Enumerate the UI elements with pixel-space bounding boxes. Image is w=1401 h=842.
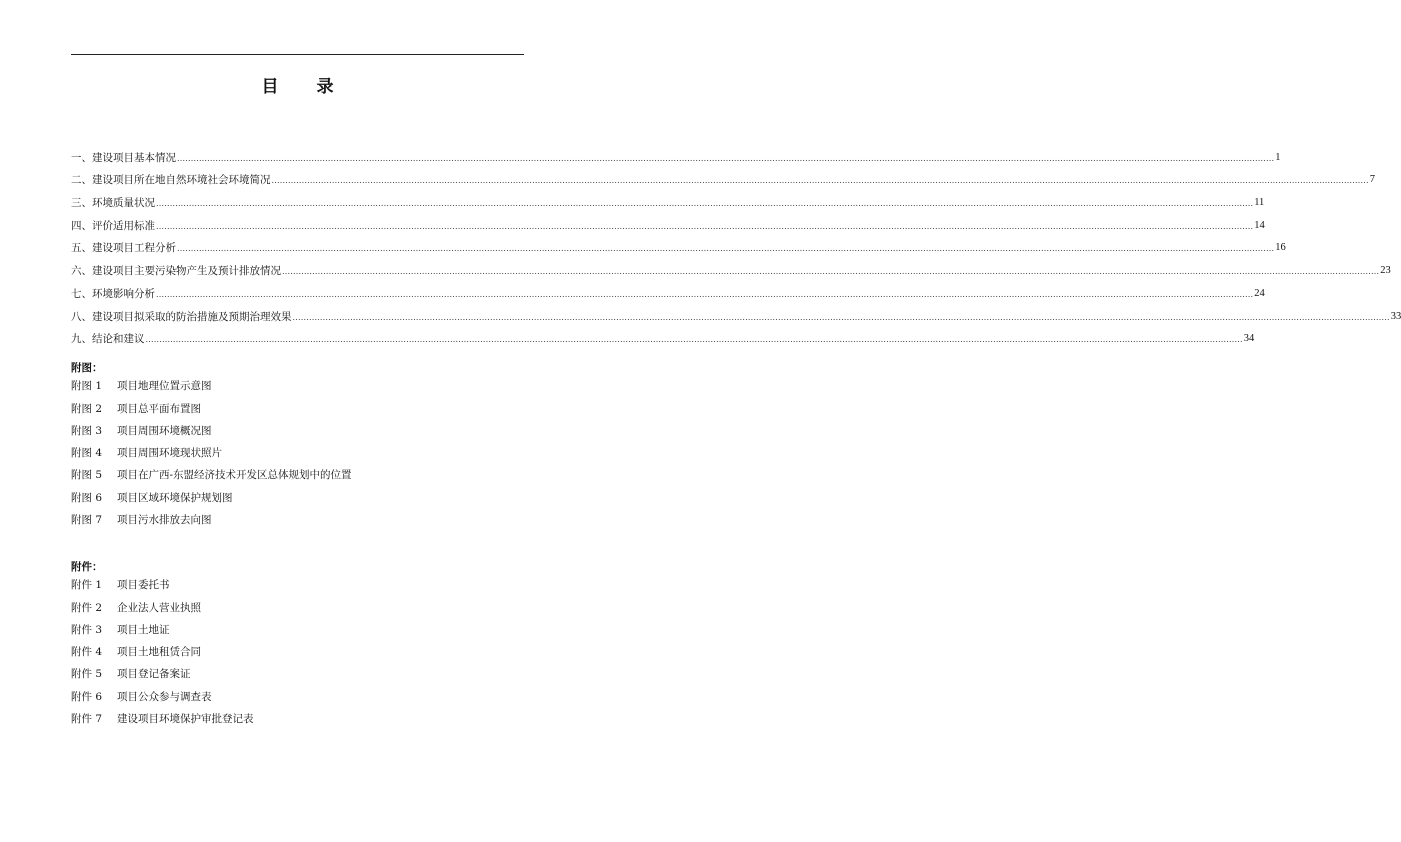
toc-entry-page: 33	[1390, 310, 1401, 322]
toc-entry-label: 七、环境影响分析	[71, 287, 155, 300]
attachment-item	[71, 704, 524, 726]
toc-entry[interactable]	[71, 210, 1265, 233]
figure-item	[71, 505, 524, 527]
dot-leader: ................................................................................................................................................................................................................................................................................................................................................................................................................	[271, 176, 1369, 186]
attachment-item	[71, 637, 524, 659]
attachment-number: 附件 7	[71, 713, 103, 726]
attachment-title: 项目土地证	[117, 623, 170, 636]
attachments-list	[71, 570, 524, 726]
figure-item	[71, 482, 524, 504]
figure-number: 附图 4	[71, 447, 103, 460]
attachment-number: 附件 1	[71, 579, 103, 592]
attachment-number: 附件 4	[71, 646, 103, 659]
toc-entry-label: 四、评价适用标准	[71, 219, 155, 232]
figure-title: 项目周围环境概况图	[117, 424, 212, 437]
figure-number: 附图 1	[71, 380, 103, 393]
figure-title: 项目污水排放去向图	[117, 514, 212, 527]
toc-entry-page: 34	[1243, 333, 1255, 345]
toc-entry-label: 一、建设项目基本情况	[71, 151, 176, 164]
dot-leader: ................................................................................................................................................................................................................................................................................................................................................................................................................	[292, 312, 1390, 322]
attachment-title: 项目公众参与调查表	[117, 690, 212, 703]
dot-leader: ................................................................................................................................................................................................................................................................................................................................................................................................................	[177, 244, 1275, 254]
figure-item	[71, 438, 524, 460]
toc-entry[interactable]	[71, 233, 1286, 256]
toc-entry[interactable]	[71, 324, 1255, 347]
toc-entry-label: 五、建设项目工程分析	[71, 242, 176, 255]
figure-title: 项目地理位置示意图	[117, 380, 212, 393]
dot-leader: ................................................................................................................................................................................................................................................................................................................................................................................................................	[156, 221, 1254, 231]
toc-entry-label: 二、建设项目所在地自然环境社会环境简况	[71, 174, 271, 187]
title-char-1: 目	[261, 77, 279, 97]
attachment-title: 企业法人营业执照	[117, 601, 201, 614]
figure-number: 附图 5	[71, 469, 103, 482]
attachment-title: 建设项目环境保护审批登记表	[117, 713, 254, 726]
toc-entry-page: 14	[1254, 219, 1265, 231]
toc-entry-page: 11	[1254, 197, 1265, 209]
figure-title: 项目总平面布置图	[117, 402, 201, 415]
toc-entry-label: 三、环境质量状况	[71, 197, 155, 210]
toc-entry[interactable]	[71, 187, 1265, 210]
attachment-number: 附件 2	[71, 601, 103, 614]
attachment-item	[71, 659, 524, 681]
toc-entry[interactable]	[71, 278, 1265, 301]
toc-entry[interactable]	[71, 142, 1281, 165]
figures-list	[71, 371, 524, 527]
toc-entry-label: 六、建设项目主要污染物产生及预计排放情况	[71, 265, 281, 278]
attachment-number: 附件 6	[71, 690, 103, 703]
figure-title: 项目区域环境保护规划图	[117, 491, 233, 504]
dot-leader: ................................................................................................................................................................................................................................................................................................................................................................................................................	[145, 335, 1243, 345]
attachment-number: 附件 5	[71, 668, 103, 681]
attachment-item	[71, 592, 524, 614]
figure-number: 附图 2	[71, 402, 103, 415]
toc-entry-page: 16	[1275, 242, 1286, 254]
figure-number: 附图 3	[71, 424, 103, 437]
attachment-number: 附件 3	[71, 623, 103, 636]
figure-item	[71, 460, 524, 482]
attachment-item	[71, 570, 524, 592]
title-char-2: 录	[316, 77, 334, 97]
attachment-title: 项目登记备案证	[117, 668, 191, 681]
toc-entry-label: 八、建设项目拟采取的防治措施及预期治理效果	[71, 310, 292, 323]
figure-item	[71, 393, 524, 415]
toc-entry-page: 1	[1275, 151, 1281, 163]
toc-entry-page: 7	[1369, 174, 1375, 186]
attachments-heading: 附件：	[71, 561, 103, 573]
figure-title: 项目周围环境现状照片	[117, 447, 222, 460]
dot-leader: ................................................................................................................................................................................................................................................................................................................................................................................................................	[156, 199, 1254, 209]
toc-entry-page: 23	[1380, 265, 1391, 277]
figure-number: 附图 6	[71, 491, 103, 504]
dot-leader: ................................................................................................................................................................................................................................................................................................................................................................................................................	[156, 289, 1254, 299]
figure-title: 项目在广西-东盟经济技术开发区总体规划中的位置	[117, 469, 352, 482]
figure-number: 附图 7	[71, 514, 103, 527]
figure-item	[71, 371, 524, 393]
figure-item	[71, 416, 524, 438]
attachment-item	[71, 681, 524, 703]
attachment-title: 项目委托书	[117, 579, 170, 592]
toc-entry[interactable]	[71, 255, 1391, 278]
attachment-item	[71, 615, 524, 637]
page-title	[0, 72, 595, 97]
header-rule	[71, 54, 524, 55]
attachment-title: 项目土地租赁合同	[117, 646, 201, 659]
table-of-contents	[71, 142, 1401, 346]
toc-entry-label: 九、结论和建议	[71, 333, 145, 346]
dot-leader: ................................................................................................................................................................................................................................................................................................................................................................................................................	[282, 267, 1380, 277]
dot-leader: ................................................................................................................................................................................................................................................................................................................................................................................................................	[177, 153, 1275, 163]
toc-entry[interactable]	[71, 301, 1401, 324]
figures-heading: 附图：	[71, 362, 103, 374]
toc-entry-page: 24	[1254, 287, 1265, 299]
toc-entry[interactable]	[71, 165, 1375, 188]
